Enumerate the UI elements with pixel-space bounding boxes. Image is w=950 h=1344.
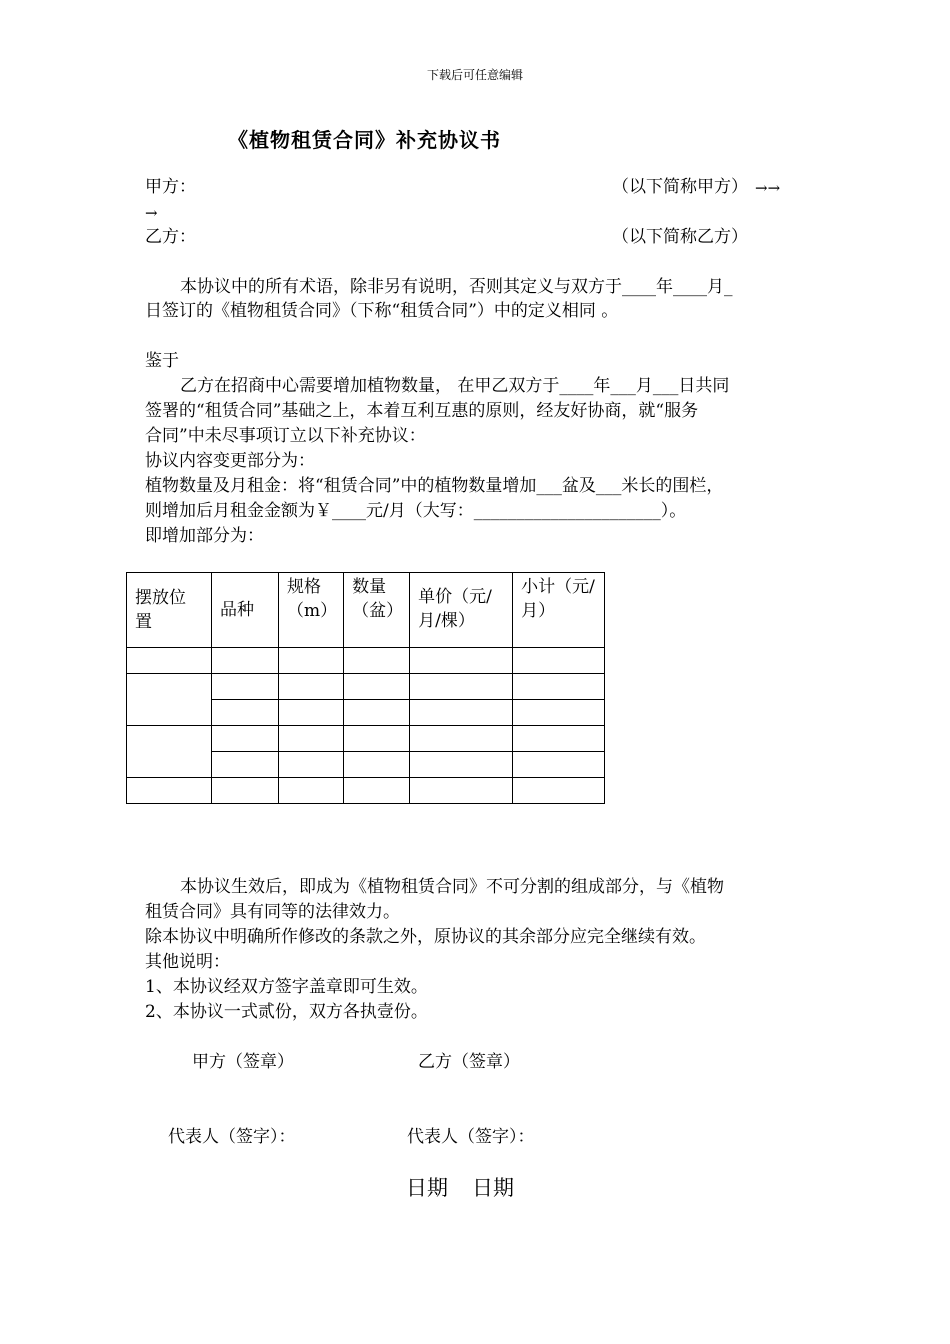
- table-cell[interactable]: [212, 674, 279, 700]
- table-cell[interactable]: [127, 648, 212, 674]
- table-cell[interactable]: [410, 648, 513, 674]
- table-cell[interactable]: [127, 674, 212, 726]
- table-header-cell: 单价（元/月/棵）: [410, 573, 513, 648]
- note-item-1: 1、本协议经双方签字盖章即可生效。: [145, 977, 428, 997]
- table-cell[interactable]: [344, 648, 410, 674]
- paragraph-2-line-2: 签署的“租赁合同”基础之上，本着互利互惠的原则，经友好协商，就“服务: [145, 401, 699, 421]
- table-cell[interactable]: [344, 674, 410, 700]
- table-cell[interactable]: [513, 726, 605, 752]
- party-a-label: 甲方：: [145, 177, 196, 197]
- table-cell[interactable]: [344, 752, 410, 778]
- table-cell[interactable]: [279, 726, 344, 752]
- table-cell[interactable]: [513, 648, 605, 674]
- table-row: [127, 648, 605, 674]
- paragraph-2-line-1: 乙方在招商中心需要增加植物数量， 在甲乙双方于____年___月___日共同: [180, 376, 730, 396]
- paragraph-4-line-2: 则增加后月租金金额为￥____元/月（大写：______________________）。: [145, 501, 687, 521]
- table-cell[interactable]: [513, 752, 605, 778]
- table-cell[interactable]: [344, 778, 410, 804]
- table-header-cell: 规格（m）: [279, 573, 344, 648]
- table-cell[interactable]: [344, 700, 410, 726]
- table-header-cell: 数量（盆）: [344, 573, 410, 648]
- paragraph-5: 即增加部分为：: [145, 526, 264, 546]
- paragraph-4-line-1: 植物数量及月租金：将“租赁合同”中的植物数量增加___盆及___米长的围栏，: [145, 476, 724, 496]
- table-cell[interactable]: [279, 778, 344, 804]
- table-header-cell: 品种: [212, 573, 279, 648]
- party-b-seal-label: 乙方（签章）: [418, 1052, 520, 1072]
- party-b-representative-label: 代表人（签字）：: [407, 1127, 535, 1147]
- paragraph-3: 协议内容变更部分为：: [145, 451, 315, 471]
- table-cell[interactable]: [513, 778, 605, 804]
- table-header-cell: 小计（元/月）: [513, 573, 605, 648]
- paragraph-6-line-2: 租赁合同》具有同等的法律效力。: [145, 902, 400, 922]
- date-label-a: 日期: [406, 1176, 448, 1200]
- table-header-cell: 摆放位置: [127, 573, 212, 648]
- page-header-note: 下载后可任意编辑: [426, 68, 523, 82]
- paragraph-1-line-2: 日签订的《植物租赁合同》（下称“租赁合同”）中的定义相同 。: [145, 301, 619, 321]
- table-cell[interactable]: [279, 752, 344, 778]
- arrow-marks: →→: [755, 179, 781, 197]
- table-cell[interactable]: [344, 726, 410, 752]
- table-cell[interactable]: [410, 752, 513, 778]
- note-item-2: 2、本协议一式贰份，双方各执壹份。: [145, 1002, 428, 1022]
- table-cell[interactable]: [127, 778, 212, 804]
- paragraph-1-line-1: 本协议中的所有术语，除非另有说明，否则其定义与双方于____年____月_: [180, 277, 733, 297]
- date-label-b: 日期: [472, 1176, 514, 1200]
- table-cell[interactable]: [212, 648, 279, 674]
- table-cell[interactable]: [127, 726, 212, 778]
- table-cell[interactable]: [410, 674, 513, 700]
- arrow-mark: →: [145, 204, 158, 222]
- whereas-heading: 鉴于: [145, 351, 179, 371]
- party-b-label: 乙方：: [145, 227, 196, 247]
- paragraph-7: 除本协议中明确所作修改的条款之外，原协议的其余部分应完全继续有效。: [145, 927, 706, 947]
- table-cell[interactable]: [279, 648, 344, 674]
- table-cell[interactable]: [410, 726, 513, 752]
- table-cell[interactable]: [410, 700, 513, 726]
- other-notes-heading: 其他说明：: [145, 952, 230, 972]
- table-cell[interactable]: [410, 778, 513, 804]
- increase-table: [126, 572, 605, 804]
- table-row: [127, 778, 605, 804]
- party-a-representative-label: 代表人（签字）：: [168, 1127, 296, 1147]
- table-header-row: [127, 573, 605, 648]
- paragraph-2-line-3: 合同”中未尽事项订立以下补充协议：: [145, 426, 426, 446]
- table-row: [127, 674, 605, 700]
- table-row: [127, 726, 605, 752]
- party-a-seal-label: 甲方（签章）: [192, 1052, 294, 1072]
- paragraph-6-line-1: 本协议生效后，即成为《植物租赁合同》不可分割的组成部分，与《植物: [180, 877, 724, 897]
- document-title: 《植物租赁合同》补充协议书: [228, 128, 501, 152]
- table-cell[interactable]: [212, 700, 279, 726]
- party-b-note: （以下简称乙方）: [612, 227, 748, 247]
- table-cell[interactable]: [212, 752, 279, 778]
- table-cell[interactable]: [212, 726, 279, 752]
- table-cell[interactable]: [513, 674, 605, 700]
- table-cell[interactable]: [279, 674, 344, 700]
- table-cell[interactable]: [279, 700, 344, 726]
- table-cell[interactable]: [212, 778, 279, 804]
- party-a-note: （以下简称甲方）: [612, 177, 748, 197]
- table-cell[interactable]: [513, 700, 605, 726]
